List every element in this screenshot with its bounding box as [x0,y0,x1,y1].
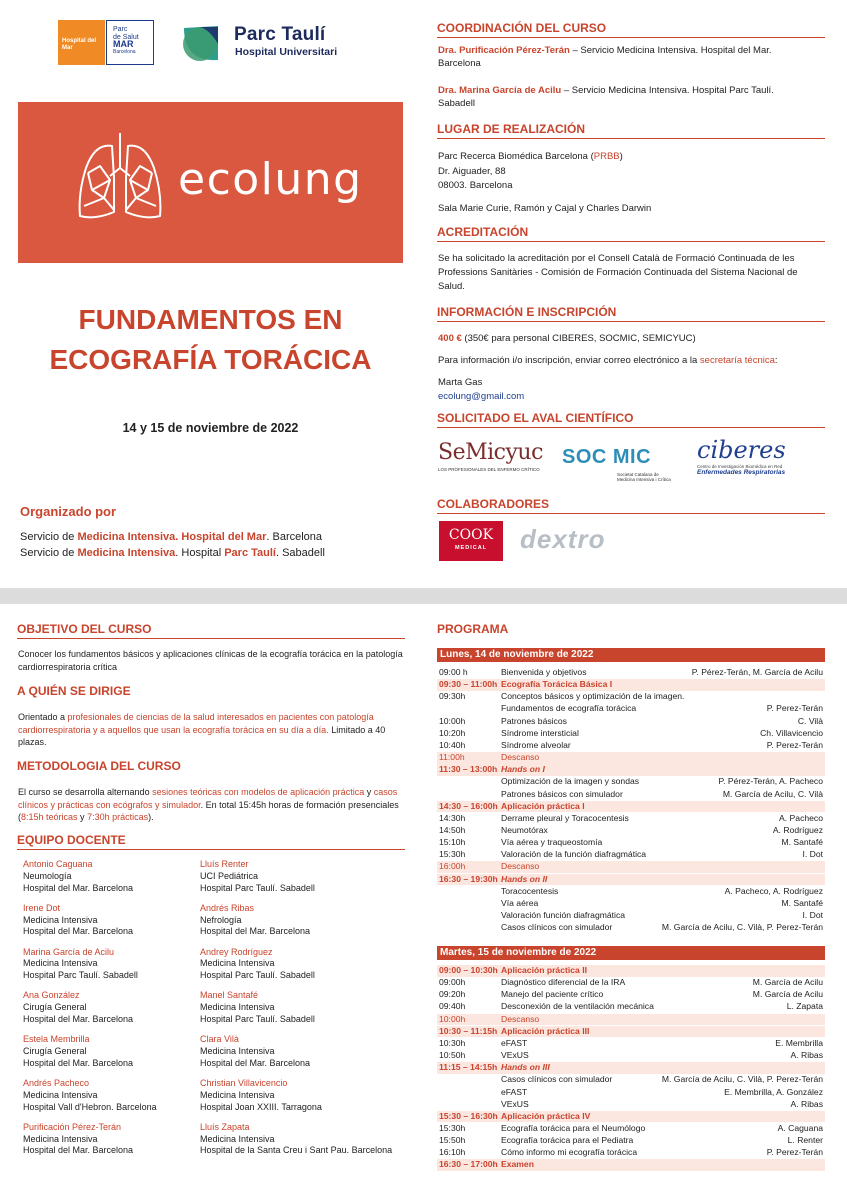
program-time: 16:00h [439,861,466,872]
faculty-name: Irene Dot [23,902,61,913]
program-time: 10:30h [439,1037,466,1048]
faculty-hosp: Hospital de la Santa Creu i Sant Pau. Barcelona [200,1145,393,1156]
program-time: 10:50h [439,1050,466,1061]
program-topic: Examen [501,1159,534,1170]
registration-info-text: Para información i/o inscripción, enviar correo electrónico a la [438,355,700,366]
program-topic: VExUS [501,1050,529,1061]
program-topic: Aplicación práctica IV [501,1110,591,1121]
course-dates: 14 y 15 de noviembre de 2022 [122,421,299,435]
faculty-name: Antonio Caguana [23,859,93,869]
faculty-spec: Medicina Intensiva [23,914,98,925]
program-time: 15:30h [439,1122,466,1133]
program-speaker: P. Pérez-Terán, M. García de Acilu [691,667,823,677]
faculty-hosp: Hospital del Mar. Barcelona [200,926,311,937]
program-time: 10:20h [439,727,466,738]
program-time: 14:30h [439,812,466,823]
cook-medical-logo [439,521,503,561]
faculty-hosp: Hospital del Mar. Barcelona [23,1145,134,1156]
dextro-logo: dextro [520,524,606,554]
parc-salut-line1: Parc [113,26,128,33]
program-speaker: Ch. Villavicencio [760,727,823,738]
program-speaker: M. García de Acilu, C. Vilà, P. Perez-Terán [661,922,823,933]
objective-line2: cardiorrespiratoria crítica [18,661,118,672]
program-topic: Hands on III [501,1062,550,1073]
program-session-header [437,1111,825,1123]
coordinator-2-service: – Servicio Medicina Intensiva. Hospital Parc Taulí. [561,85,774,96]
program-row [437,1123,825,1135]
program-row [437,728,825,740]
coordinator-2-city: Sabadell [438,97,475,109]
day2-header: Martes, 15 de noviembre de 2022 [437,946,825,960]
program-topic: Síndrome intersticial [501,727,579,738]
faculty-member [23,1078,157,1113]
venue-city: 08003. Barcelona [438,180,513,191]
hospital-del-mar-logo [58,20,105,65]
program-topic: Manejo del paciente crítico [501,989,604,1000]
program-row [437,898,825,910]
ciberes-text: ciberes [697,436,786,464]
semicyuc-logo [438,440,546,488]
socmic-text: SOC MIC [562,446,652,468]
registration-heading: INFORMACIÓN E INSCRIPCIÓN [437,305,825,322]
faculty-spec: Medicina Intensiva [23,958,98,969]
socmic-subtitle-2: Medicina Intensiva i Crítica [617,477,671,482]
program-row [437,825,825,837]
meth-l2b: . En total 15:45h horas de formación presenciales [200,799,399,810]
program-time: 09:00 – 10:30h [439,965,498,975]
price: 400 € [438,333,462,344]
program-row [437,849,825,861]
audience-text [18,711,408,749]
faculty-member [200,990,315,1025]
parc-salut-line4: Barcelona [113,48,136,55]
program-topic: Aplicación práctica I [501,800,585,811]
course-title [18,300,403,380]
program-time: 16:30 – 19:30h [439,873,498,884]
program-topic: eFAST [501,1037,528,1048]
day1-header: Lunes, 14 de noviembre de 2022 [437,648,825,662]
meth-l1b: sesiones teóricas con modelos de aplicación práctica [152,787,365,797]
meth-l3a: ( [18,812,21,822]
program-session-header [437,1062,825,1074]
program-row [437,977,825,989]
program-speaker: P. Perez-Terán [766,703,823,714]
faculty-name: Purificación Pérez-Terán [23,1121,122,1132]
program-time: 10:40h [439,739,466,750]
ecolung-brand-text: ecolung [178,154,363,205]
org2-e: . Sabadell [275,547,325,559]
program-topic: Derrame pleural y Toracocentesis [501,812,629,823]
program-time: 09:30h [439,691,466,702]
program-topic: Patrones básicos con simulador [501,788,623,799]
contact-name: Marta Gas [438,377,483,388]
program-break [437,861,825,873]
program-time: 09:40h [439,1001,466,1012]
endorsement-heading: SOLICITADO EL AVAL CIENTÍFICO [437,411,825,428]
program-row [437,667,825,679]
program-speaker: M. García de Acilu [752,977,823,988]
faculty-spec: Cirugía General [23,1002,87,1013]
program-heading: PROGRAMA [437,622,509,636]
cook-text: COOK [448,527,494,543]
course-title-line1: FUNDAMENTOS EN [78,304,343,335]
faculty-name: Christian Villavicencio [200,1078,288,1088]
venue-address [438,150,623,194]
program-row [437,886,825,898]
program-speaker: A. Ribas [790,1050,823,1061]
faculty-member [23,947,138,982]
program-row [437,1050,825,1062]
program-topic: Diagnóstico diferencial de la IRA [501,977,626,988]
program-time: 15:30 – 16:30h [439,1110,498,1121]
parc-salut-line2: de Salut [113,33,139,41]
audience-l2b: Limitado a 40 [328,724,386,735]
program-speaker: A. Rodríguez [772,824,823,835]
program-topic: Aplicación práctica II [501,965,587,975]
faculty-member [200,903,310,938]
program-session-header [437,801,825,813]
program-row [437,776,825,788]
faculty-hosp: Hospital del Mar. Barcelona [23,926,134,937]
meth-l3e: ). [148,812,154,822]
faculty-member [23,990,133,1025]
program-topic: Patrones básicos [501,715,567,726]
org2-b: Medicina Intensiva [77,547,176,559]
coordinator-1-name: Dra. Purificación Pérez-Terán [438,45,570,56]
semicyuc-text: SeMicyuc [438,440,543,465]
faculty-member [23,903,133,938]
venue-rooms: Sala Marie Curie, Ramón y Cajal y Charles Darwin [438,203,652,214]
organizers-heading: Organizado por [20,504,117,519]
program-speaker: A. Ribas [790,1098,823,1109]
venue-heading: LUGAR DE REALIZACIÓN [437,122,825,139]
program-row [437,1001,825,1013]
parc-salut-line3: MAR [113,39,134,49]
venue-prbb: PRBB [593,151,620,162]
program-speaker: M. García de Acilu [752,989,823,1000]
parc-salut-mar-logo [106,20,154,65]
program-topic: Síndrome alveolar [501,739,571,750]
program-topic: Descanso [501,1013,540,1024]
faculty-hosp: Hospital Vall d'Hebron. Barcelona [23,1101,157,1112]
accreditation-text [438,252,824,294]
methodology-text [18,786,410,824]
program-time: 10:00h [439,1013,466,1024]
venue-street: Dr. Aiguader, 88 [438,165,506,177]
faculty-member [200,1034,310,1069]
program-time: 16:30 – 17:00h [439,1159,498,1170]
accreditation-line2: Professions Sanitàries - Comisión de Formación Continuada del Sistema Nacional de [438,267,798,278]
program-row [437,716,825,728]
cook-subtitle: MEDICAL [454,545,488,551]
faculty-member [23,859,133,894]
methodology-heading: METODOLOGIA DEL CURSO [17,759,181,773]
faculty-name: Andrey Rodríguez [200,946,273,957]
program-topic: Neumotórax [501,824,548,835]
program-row [437,740,825,752]
program-speaker: E. Membrilla, A. González [724,1086,823,1097]
faculty-name: Ana González [23,990,80,1001]
meth-l1c: y [364,787,374,797]
program-time: 11:00h [439,752,465,763]
program-time: 14:30 – 16:00h [439,800,498,811]
objective-line1: Conocer los fundamentos básicos y aplicaciones clínicas de la ecografía torácica en la patología [18,649,403,659]
program-speaker: L. Zapata [786,1001,823,1012]
program-topic: Vía aérea [501,897,539,908]
faculty-hosp: Hospital del Mar. Barcelona [23,1057,134,1068]
program-speaker: M. Santafé [781,897,823,908]
program-speaker: A. Pacheco [779,812,823,823]
org1-a: Servicio de [20,531,78,543]
semicyuc-subtitle: LOS PROFESIONALES DEL ENFERMO CRÍTICO [438,467,540,472]
program-time: 14:50h [439,824,466,835]
program-speaker: E. Membrilla [775,1037,823,1048]
ciberes-subtitle-2: Enfermedades Respiratorias [697,469,786,476]
parc-tauli-subtitle: Hospital Universitari [235,46,338,58]
registration-price [438,333,696,346]
faculty-hosp: Hospital Parc Taulí. Sabadell [23,970,138,981]
accreditation-heading: ACREDITACIÓN [437,225,825,242]
program-row [437,703,825,715]
organizer-line-2 [20,547,325,559]
faculty-member [200,1122,392,1157]
coordinator-1 [438,45,826,70]
program-row [437,789,825,801]
program-speaker: P. Perez-Terán [766,1147,823,1158]
program-time: 10:00h [439,715,466,726]
faculty-spec: Medicina Intensiva [200,958,275,969]
technical-secretary-link[interactable]: secretaría técnica [699,355,775,366]
audience-l3: plazas. [18,737,47,747]
program-session-header [437,679,825,691]
faculty-heading: EQUIPO DOCENTE [17,833,405,850]
meth-l3d: 7:30h prácticas [87,812,149,822]
program-time: 09:20h [439,989,466,1000]
program-time: 10:30 – 11:15h [439,1025,498,1036]
program-topic: Optimización de la imagen y sondas [501,776,640,787]
org2-a: Servicio de [20,547,78,559]
faculty-name: Andrés Pacheco [23,1078,90,1088]
meth-l1d: casos [373,787,398,797]
price-note: (350€ para personal CIBERES, SOCMIC, SEMICYUC) [461,333,696,344]
hospital-del-mar-logo-text: Hospital del Mar [62,38,97,51]
program-row [437,989,825,1001]
meth-l3c: y [77,812,88,822]
org1-c: . Barcelona [266,531,323,543]
ciberes-logo [697,436,797,488]
program-time: 15:30h [439,849,466,860]
program-topic: eFAST [501,1086,528,1097]
program-topic: Fundamentos de ecografía torácica [501,703,637,714]
objective-text [18,648,408,673]
collaborators-heading: COLABORADORES [437,497,825,514]
faculty-member [23,1034,133,1069]
parc-tauli-emblem-icon [180,22,222,64]
parc-tauli-logo [180,22,350,64]
faculty-spec: Medicina Intensiva [23,1133,98,1144]
socmic-subtitle-1: Societat Catalana de [617,472,659,477]
ecolung-banner [18,102,403,263]
meth-l1a: El curso se desarrolla alternando [18,787,153,797]
audience-l2a: cardiorrespiratoria y a aquellos que usan la ecografía torácica en su día a día. [18,724,329,735]
program-session-header [437,874,825,886]
program-row [437,922,825,934]
meth-l2a: clínicos y prácticas con ecógrafos y simulador [18,799,201,810]
program-topic: VExUS [501,1098,529,1109]
program-topic: Hands on II [501,873,548,884]
faculty-spec: Medicina Intensiva [200,1002,275,1013]
coordinator-1-city: Barcelona [438,57,481,69]
faculty-spec: Neumología [23,870,72,881]
faculty-spec: Medicina Intensiva [200,1133,275,1144]
program-session-header [437,764,825,776]
program-time: 09:00 h [439,667,468,677]
faculty-hosp: Hospital del Mar. Barcelona [200,1057,311,1068]
course-title-line2: ECOGRAFÍA TORÁCICA [49,344,372,375]
faculty-name: Estela Membrilla [23,1034,90,1045]
coordination-heading: COORDINACIÓN DEL CURSO [437,21,825,38]
faculty-spec: Medicina Intensiva [200,1045,275,1056]
program-topic: Ecografía Torácica Básica I [501,679,613,690]
program-topic: Casos clínicos con simulador [501,922,613,933]
registration-info [438,355,778,368]
program-topic: Descanso [501,752,540,763]
venue-line1a: Parc Recerca Biomédica Barcelona ( [438,151,594,162]
program-time: 15:50h [439,1135,466,1146]
accreditation-line3: Salud. [438,281,465,292]
program-time: 11:30 – 13:00h [439,764,498,775]
program-speaker: M. García de Acilu, C. Vilà, P. Perez-Terán [661,1074,823,1085]
faculty-member [200,859,315,894]
program-row [437,1099,825,1111]
program-topic: Hands on I [501,764,545,775]
faculty-hosp: Hospital Parc Taulí. Sabadell [200,1013,315,1024]
program-row [437,1147,825,1159]
program-speaker: I. Dot [802,849,823,860]
audience-heading: A QUIÉN SE DIRIGE [17,684,131,698]
program-session-header [437,1159,825,1171]
program-session-header [437,1026,825,1038]
faculty-spec: Cirugía General [23,1045,87,1056]
program-speaker: I. Dot [802,910,823,920]
program-speaker: P. Perez-Terán [766,739,823,750]
faculty-hosp: Hospital Parc Taulí. Sabadell [200,882,315,893]
objective-heading: OBJETIVO DEL CURSO [17,622,405,639]
faculty-spec: Medicina Intensiva [23,1089,98,1100]
faculty-hosp: Hospital Parc Taulí. Sabadell [200,970,315,981]
front-page [0,0,847,588]
contact-email[interactable]: ecolung@gmail.com [438,391,525,402]
parc-tauli-name: Parc Taulí [234,24,326,45]
program-speaker: C. Vilà [797,715,823,726]
venue-line1c: ) [619,151,623,162]
audience-l1a: Orientado a [18,712,68,722]
program-topic: Aplicación práctica III [501,1025,590,1036]
back-page [0,604,847,1200]
program-topic: Vía aérea y traqueostomía [501,837,603,848]
program-time: 16:10h [439,1147,466,1158]
program-row [437,837,825,849]
faculty-spec: UCI Pediátrica [200,870,259,881]
program-speaker: M. García de Acilu, C. Vilà [722,788,823,799]
program-row [437,813,825,825]
org1-b: Medicina Intensiva. Hospital del Mar [77,531,267,543]
program-time: 09:00h [439,977,466,988]
faculty-member [200,1078,322,1113]
coordinator-2-name: Dra. Marina García de Acilu [438,85,562,96]
program-break [437,752,825,764]
program-time: 15:10h [439,837,466,848]
organizer-line-1 [20,531,322,543]
faculty-name: Lluís Zapata [200,1121,250,1132]
program-speaker: A. Caguana [777,1122,823,1133]
registration-info-colon: : [774,355,778,366]
program-topic: Descanso [501,861,540,872]
faculty-name: Lluís Renter [200,859,249,869]
faculty-hosp: Hospital del Mar. Barcelona [23,1013,134,1024]
coordinator-2 [438,85,826,110]
program-row [437,1087,825,1099]
faculty-name: Clara Vilà [200,1034,239,1045]
program-speaker: P. Pérez-Terán, A. Pacheco [718,776,823,787]
coordinator-1-service: – Servicio Medicina Intensiva. Hospital del Mar. [569,45,772,56]
program-topic: Desconexión de la ventilación mecánica [501,1001,654,1012]
program-topic: Toracocentesis [501,885,559,896]
faculty-name: Manel Santafé [200,990,259,1001]
faculty-hosp: Hospital del Mar. Barcelona [23,882,134,893]
lungs-icon [70,128,170,228]
program-topic: Bienvenida y objetivos [501,667,587,677]
faculty-name: Andrés Ribas [200,902,255,913]
faculty-hosp: Hospital Joan XXIII. Tarragona [200,1101,322,1112]
program-row [437,1135,825,1147]
faculty-member [200,947,315,982]
program-topic: Casos clínicos con simulador [501,1074,613,1085]
program-topic: Conceptos básicos y optimización de la imagen. [501,691,685,702]
program-topic: Valoración función diafragmática [501,910,626,920]
program-row [437,1038,825,1050]
org2-c: . Hospital [175,547,225,559]
program-topic: Valoración de la función diafragmática [501,849,647,860]
program-topic: Ecografía torácica para el Pediatra [501,1135,634,1146]
faculty-name: Marina García de Acilu [23,946,115,957]
program-time: 11:15 – 14:15h [439,1062,498,1073]
program-topic: Cómo informo mi ecografía torácica [501,1147,638,1158]
faculty-spec: Medicina Intensiva [200,1089,275,1100]
program-break [437,1014,825,1026]
accreditation-line1: Se ha solicitado la acreditación por el Consell Català de Formació Continuada de les [438,253,795,264]
program-speaker: L. Renter [787,1135,823,1146]
org2-d: Parc Taulí [224,547,276,559]
ciberes-subtitle-1: Centro de Investigación Biomédica en Red [697,464,783,469]
program-time: 09:30 – 11:00h [439,679,498,690]
program-row [437,910,825,922]
meth-l3b: 8:15h teóricas [21,812,78,822]
program-row [437,1074,825,1086]
program-topic: Ecografía torácica para el Neumólogo [501,1122,646,1133]
faculty-spec: Nefrología [200,914,242,925]
program-session-header [437,965,825,977]
program-speaker: A. Pacheco, A. Rodríguez [724,885,823,896]
program-row [437,691,825,703]
audience-l1b: profesionales de ciencias de la salud interesados en pacientes con patología [67,712,374,722]
program-speaker: M. Santafé [781,837,823,848]
socmic-logo [562,446,672,488]
faculty-member [23,1122,133,1157]
